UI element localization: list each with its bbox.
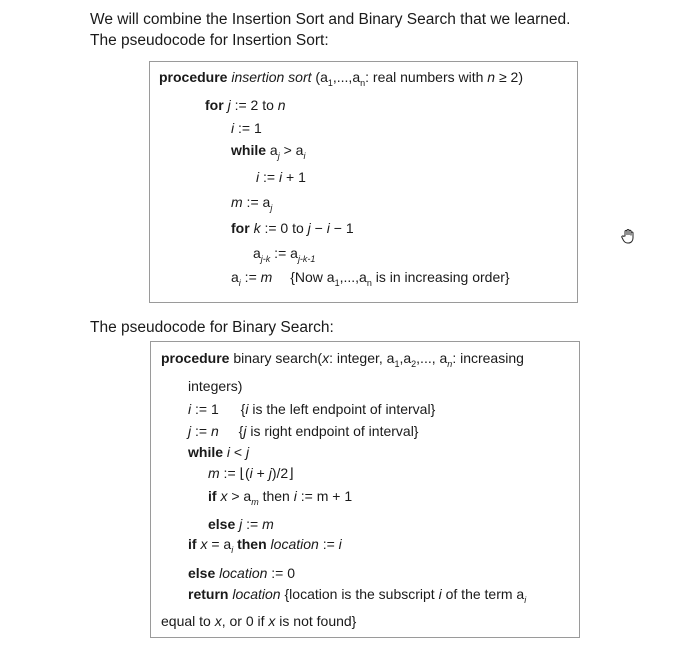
code-text: > a: [279, 142, 304, 158]
code-line-while: [231, 141, 305, 159]
comment-text: {: [238, 423, 244, 439]
comment-text: ,...,a: [339, 269, 367, 285]
code-text: = a: [207, 536, 232, 552]
code-line-while: [188, 443, 249, 461]
code-text: := 1: [234, 120, 262, 136]
variable: i: [338, 536, 342, 552]
keyword-procedure: procedure: [159, 69, 228, 85]
variable: n: [487, 69, 496, 85]
code-text: := 1: [191, 401, 219, 417]
code-line-i-increment: [256, 168, 306, 186]
variable: x: [268, 613, 276, 629]
variable: x: [216, 488, 228, 504]
params-text: : real numbers with: [365, 69, 488, 85]
variable: i: [278, 169, 283, 185]
code-line-insert: [231, 268, 510, 286]
code-text: + 1: [282, 169, 306, 185]
intro-sentence: We will combine the Insertion Sort and Binary Search that we learned.: [90, 11, 571, 28]
keyword-if: if: [188, 536, 197, 552]
subscript: j-k: [260, 254, 271, 264]
subscript: i: [524, 595, 527, 605]
code-line-if: [208, 487, 352, 505]
variable: m: [262, 516, 274, 532]
variable: j: [243, 423, 247, 439]
variable: j: [268, 465, 272, 481]
comment-text: is right endpoint of interval}: [246, 423, 419, 439]
variable: i: [326, 220, 330, 236]
code-line-return: [188, 585, 526, 603]
code-text: :=: [259, 169, 279, 185]
code-line-for-j: [205, 96, 286, 114]
code-text: := m + 1: [296, 488, 353, 504]
comment-text: is not found}: [275, 613, 357, 629]
code-text: :=: [242, 516, 263, 532]
code-text: ,..., a: [416, 350, 448, 366]
variable: m: [231, 194, 243, 210]
variable: j: [188, 423, 192, 439]
code-text: : integer, a: [329, 350, 395, 366]
code-text: := a: [242, 194, 271, 210]
variable: i: [256, 169, 260, 185]
code-text: a: [231, 269, 239, 285]
code-line-else-zero: [188, 564, 295, 582]
code-line-m-assign: [208, 464, 294, 482]
code-line-return-cont: [161, 612, 356, 630]
code-text: a: [253, 245, 261, 261]
code-text: +: [252, 465, 269, 481]
comment-text: , or 0 if: [221, 613, 269, 629]
code-text: := 0: [267, 565, 296, 581]
comment-text: is the left endpoint of interval}: [248, 401, 436, 417]
variable: location: [228, 586, 281, 602]
comment-text: {Now a: [290, 269, 335, 285]
code-text: )/2⌋: [271, 465, 294, 481]
binary-search-heading: The pseudocode for Binary Search:: [90, 319, 334, 336]
comment-text: of the term a: [441, 586, 525, 602]
params-text: ≥ 2): [495, 69, 524, 85]
variable: location: [215, 565, 268, 581]
keyword-procedure: procedure: [161, 350, 230, 366]
params-text: ,...,a: [332, 69, 361, 85]
code-text: :=: [240, 269, 261, 285]
subscript: m: [251, 497, 259, 507]
subscript: n: [366, 278, 372, 288]
insertion-procedure-line: [159, 68, 523, 86]
keyword-else: else: [208, 516, 236, 532]
code-text: := 2 to: [230, 97, 278, 113]
subscript: i: [238, 278, 241, 288]
code-text: :=: [318, 536, 339, 552]
code-text: binary search(: [229, 350, 323, 366]
subscript: i: [231, 545, 234, 555]
subscript: n: [447, 359, 453, 369]
code-line-else: [208, 515, 274, 533]
variable: n: [210, 423, 219, 439]
code-text: : increasing: [452, 350, 524, 366]
procedure-name: insertion sort: [231, 69, 312, 85]
variable: x: [214, 613, 222, 629]
variable: m: [208, 465, 220, 481]
code-line-shift: [253, 244, 315, 262]
keyword-else: else: [188, 565, 216, 581]
code-text: a: [266, 142, 278, 158]
variable: i: [249, 465, 253, 481]
code-line-if-found: [188, 535, 342, 553]
params-text: (a: [315, 69, 328, 85]
subscript: 1: [327, 78, 333, 88]
code-text: ,a: [399, 350, 412, 366]
code-line-m-assign: [231, 193, 272, 211]
insertion-sort-box: [149, 61, 578, 303]
subscript: 2: [411, 359, 417, 369]
variable: i: [438, 586, 442, 602]
subscript: 1: [394, 359, 400, 369]
variable: j: [307, 220, 311, 236]
variable: m: [260, 269, 273, 285]
code-text: then: [258, 488, 294, 504]
keyword-for: for: [205, 97, 224, 113]
code-line-i-assign: [231, 119, 262, 137]
code-text: −: [310, 220, 327, 236]
variable: x: [196, 536, 208, 552]
variable: i: [293, 488, 297, 504]
subscript: j: [277, 151, 280, 161]
code-line-i-assign: [188, 400, 435, 418]
code-text: := a: [270, 245, 298, 261]
code-text: > a: [227, 488, 252, 504]
variable: j: [227, 97, 231, 113]
code-text: := ⌊(: [219, 465, 250, 481]
comment-text: {location is the subscript: [280, 586, 439, 602]
variable: i: [245, 401, 249, 417]
variable: i: [231, 120, 235, 136]
variable: n: [277, 97, 286, 113]
code-text: <: [230, 444, 246, 460]
variable: location: [266, 536, 319, 552]
subscript: 1: [334, 278, 340, 288]
subscript: n: [360, 78, 366, 88]
variable: k: [253, 220, 261, 236]
insertion-sort-heading: The pseudocode for Insertion Sort:: [90, 32, 329, 49]
code-line-for-k: [231, 219, 354, 237]
hand-cursor-icon: [620, 228, 636, 244]
keyword-for: for: [231, 220, 250, 236]
code-text: :=: [191, 423, 211, 439]
code-text: := 0 to: [260, 220, 308, 236]
subscript: i: [303, 151, 306, 161]
keyword-if: if: [208, 488, 217, 504]
comment-text: {: [240, 401, 246, 417]
comment-text: equal to: [161, 613, 215, 629]
comment-text: is in increasing order}: [371, 269, 510, 285]
keyword-return: return: [188, 586, 229, 602]
binary-procedure-line: [161, 349, 524, 367]
code-line-j-assign: [188, 422, 418, 440]
keyword-while: while: [188, 444, 224, 460]
variable: i: [188, 401, 192, 417]
variable: j: [245, 444, 250, 460]
binary-procedure-line-cont: integers): [188, 378, 243, 394]
keyword-while: while: [231, 142, 267, 158]
subscript: j: [270, 203, 273, 213]
keyword-then: then: [233, 536, 267, 552]
variable: i: [223, 444, 231, 460]
binary-search-box: [150, 341, 580, 638]
subscript: j-k-1: [297, 254, 316, 264]
code-text: − 1: [329, 220, 354, 236]
variable: x: [322, 350, 330, 366]
variable: j: [235, 516, 243, 532]
